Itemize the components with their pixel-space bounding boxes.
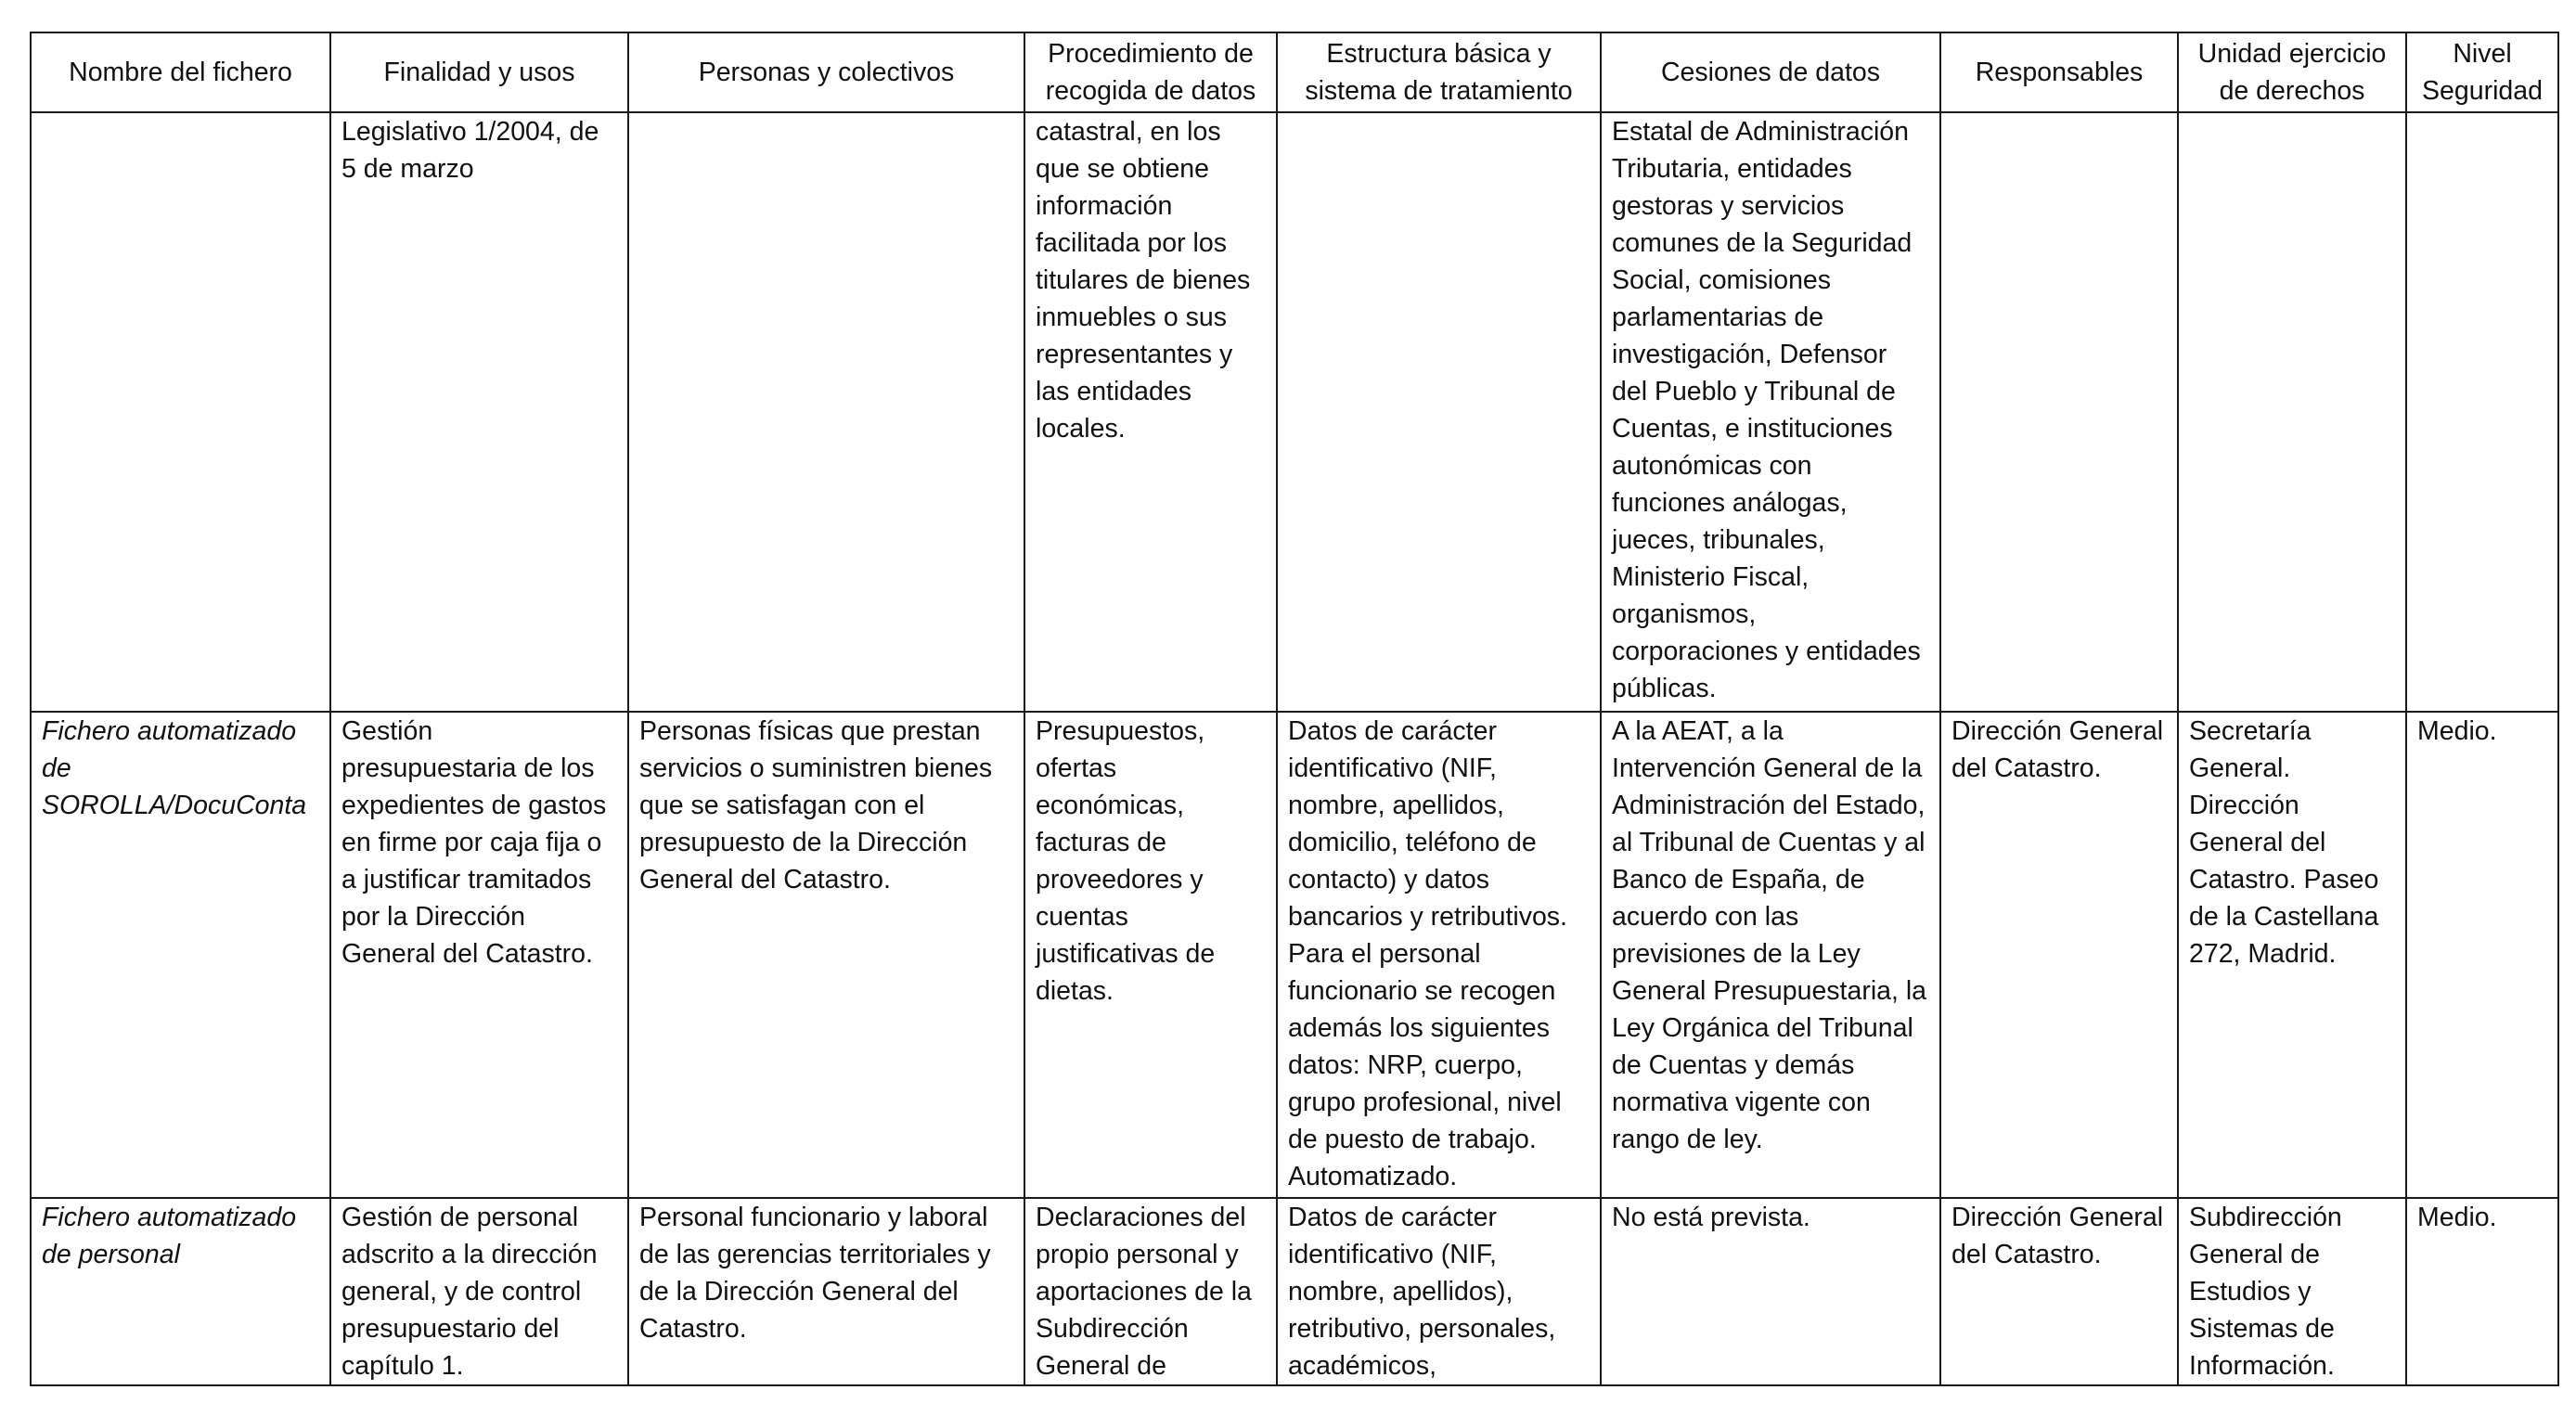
cell-security-level <box>2406 112 2558 712</box>
cell-responsible: Dirección General del Catastro. <box>1940 1198 2178 1385</box>
cell-rights-unit: Subdirección General de Estudios y Sistemas de Información. <box>2178 1198 2406 1385</box>
cell-persons: Personal funcionario y laboral de las gerencias territoriales y de la Dirección General del Catastro. <box>628 1198 1024 1385</box>
table-row <box>31 712 2558 1198</box>
cell-purpose: Gestión presupuestaria de los expedientes de gastos en firme por caja fija o a justificar tramitados por la Dirección General del Catastro. <box>330 712 628 1198</box>
header-purpose: Finalidad y usos <box>330 32 628 112</box>
cell-transfers: Estatal de Administración Tributaria, entidades gestoras y servicios comunes de la Seguridad Social, comisiones parlamentarias de investigación, Defensor del Pueblo y Tribunal de Cuentas, e instituciones autonómicas con funciones análogas, jueces, tribunales, Ministerio Fiscal, organismos, corporaciones y entidades públicas. <box>1601 112 1940 712</box>
cell-rights-unit: Secretaría General. Dirección General del Catastro. Paseo de la Castellana 272, Madrid. <box>2178 712 2406 1198</box>
header-row <box>31 32 2558 112</box>
cell-purpose: Gestión de personal adscrito a la dirección general, y de control presupuestario del capítulo 1. <box>330 1198 628 1385</box>
cell-file-name: Fichero automatizado de personal <box>31 1198 330 1385</box>
header-responsible: Responsables <box>1940 32 2178 112</box>
cell-persons <box>628 112 1024 712</box>
cell-file-name: Fichero automatizado de SOROLLA/DocuConta <box>31 712 330 1198</box>
cell-rights-unit <box>2178 112 2406 712</box>
cell-security-level: Medio. <box>2406 1198 2558 1385</box>
cell-structure: Datos de carácter identificativo (NIF, nombre, apellidos, domicilio, teléfono de contacto) y datos bancarios y retributivos. Para el personal funcionario se recogen además los siguientes datos: NRP, cuerpo, grupo profesional, nivel de puesto de trabajo. Automatizado. <box>1277 712 1601 1198</box>
header-rights-unit: Unidad ejercicio de derechos <box>2178 32 2406 112</box>
cell-transfers: A la AEAT, a la Intervención General de la Administración del Estado, al Tribunal de Cuentas y al Banco de España, de acuerdo con las previsiones de la Ley General Presupuestaria, la Ley Orgánica del Tribunal de Cuentas y demás normativa vigente con rango de ley. <box>1601 712 1940 1198</box>
document-page <box>30 32 2557 1386</box>
cell-security-level: Medio. <box>2406 712 2558 1198</box>
table-row <box>31 1198 2558 1385</box>
header-file-name: Nombre del fichero <box>31 32 330 112</box>
header-procedure: Procedimiento de recogida de datos <box>1024 32 1277 112</box>
header-persons: Personas y colectivos <box>628 32 1024 112</box>
table-row <box>31 112 2558 712</box>
cell-purpose: Legislativo 1/2004, de 5 de marzo <box>330 112 628 712</box>
cell-responsible: Dirección General del Catastro. <box>1940 712 2178 1198</box>
cell-persons: Personas físicas que prestan servicios o suministren bienes que se satisfagan con el presupuesto de la Dirección General del Catastro. <box>628 712 1024 1198</box>
cell-transfers: No está prevista. <box>1601 1198 1940 1385</box>
cell-procedure: Declaraciones del propio personal y aportaciones de la Subdirección General de <box>1024 1198 1277 1385</box>
cell-procedure: Presupuestos, ofertas económicas, facturas de proveedores y cuentas justificativas de dietas. <box>1024 712 1277 1198</box>
header-structure: Estructura básica y sistema de tratamiento <box>1277 32 1601 112</box>
cell-structure: Datos de carácter identificativo (NIF, nombre, apellidos), retributivo, personales, académicos, <box>1277 1198 1601 1385</box>
header-security-level: Nivel Seguridad <box>2406 32 2558 112</box>
cell-file-name <box>31 112 330 712</box>
cell-structure <box>1277 112 1601 712</box>
cell-responsible <box>1940 112 2178 712</box>
cell-procedure: catastral, en los que se obtiene información facilitada por los titulares de bienes inmuebles o sus representantes y las entidades locales. <box>1024 112 1277 712</box>
header-transfers: Cesiones de datos <box>1601 32 1940 112</box>
data-files-table <box>30 32 2559 1386</box>
